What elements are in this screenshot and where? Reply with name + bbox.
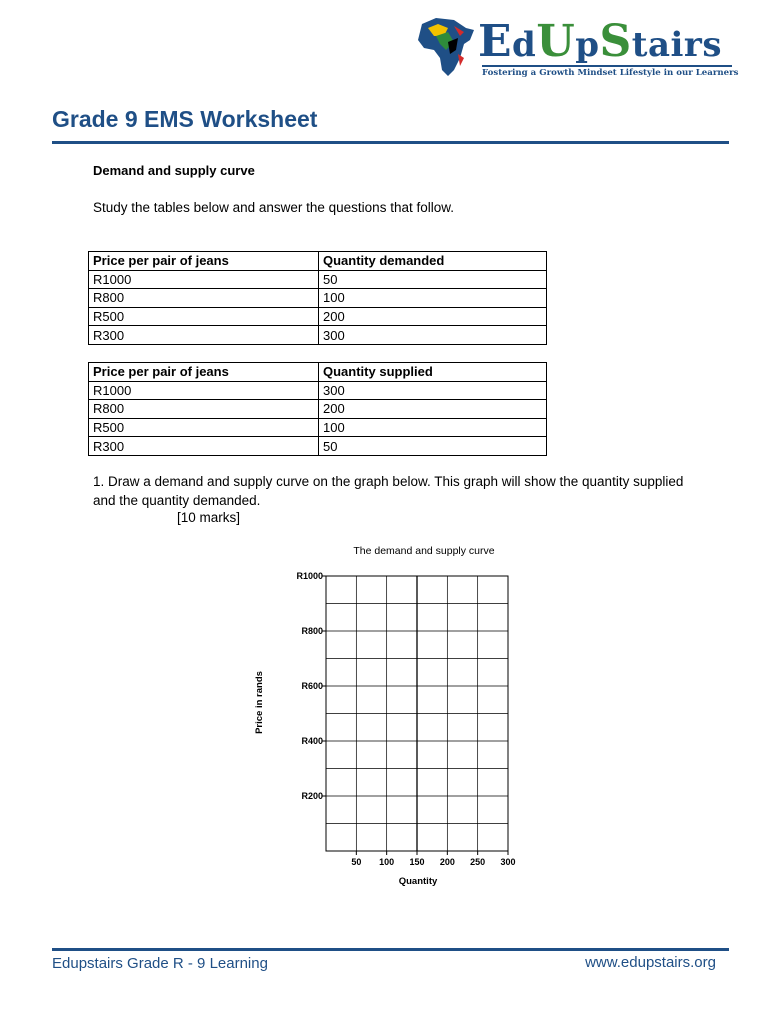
logo-tagline: Fostering a Growth Mindset Lifestyle in our Learners <box>482 65 732 78</box>
title-divider <box>52 141 729 144</box>
y-tick-label: R1000 <box>296 571 323 581</box>
table-cell: R500 <box>89 418 319 437</box>
logo-wordmark <box>478 16 722 67</box>
marks-label: [10 marks] <box>177 510 241 525</box>
table-cell: R800 <box>89 289 319 308</box>
page-title: Grade 9 EMS Worksheet <box>52 106 318 132</box>
table-header-cell: Price per pair of jeans <box>89 252 319 271</box>
graph-grid <box>326 576 508 851</box>
table-row <box>89 418 547 437</box>
demand-supply-graph <box>248 540 528 895</box>
y-tick-label: R200 <box>301 791 323 801</box>
footer-divider <box>52 948 729 951</box>
logo-letters-d: d <box>512 25 537 65</box>
x-tick-label: 200 <box>439 857 455 867</box>
y-axis-label: Price in rands <box>254 671 265 734</box>
x-tick-label: 100 <box>379 857 395 867</box>
question-text: 1. Draw a demand and supply curve on the graph below. This graph will show the quantity supplied and the quantity demanded. <box>93 474 684 508</box>
supply-table <box>88 362 547 456</box>
logo-letter-p: p <box>575 25 600 65</box>
table-header-row <box>89 252 547 271</box>
table-cell: 100 <box>319 418 547 437</box>
chart-title: The demand and supply curve <box>353 545 495 557</box>
footer-left-text: Edupstairs Grade R - 9 Learning <box>52 955 268 972</box>
table-row <box>89 326 547 345</box>
logo-letter-e: E <box>478 16 513 67</box>
table-header-cell: Price per pair of jeans <box>89 363 319 382</box>
table-cell: 200 <box>319 307 547 326</box>
table-row <box>89 270 547 289</box>
africa-map-icon <box>414 14 480 82</box>
table-cell: 50 <box>319 437 547 456</box>
demand-table <box>88 251 547 345</box>
edupstairs-logo <box>414 14 739 82</box>
table-header-cell: Quantity demanded <box>319 252 547 271</box>
table-header-cell: Quantity supplied <box>319 363 547 382</box>
table-cell: R1000 <box>89 270 319 289</box>
x-tick-label: 250 <box>470 857 486 867</box>
table-row <box>89 289 547 308</box>
table-cell: R300 <box>89 326 319 345</box>
table-cell: R1000 <box>89 381 319 400</box>
logo-letter-s: S <box>599 16 632 67</box>
table-cell: R800 <box>89 400 319 419</box>
table-row <box>89 400 547 419</box>
table-row <box>89 307 547 326</box>
table-row <box>89 381 547 400</box>
table-cell: 100 <box>319 289 547 308</box>
y-tick-label: R600 <box>301 681 323 691</box>
table-header-row <box>89 363 547 382</box>
logo-letters-tairs: tairs <box>631 25 722 65</box>
table-cell: 300 <box>319 381 547 400</box>
table-cell: 50 <box>319 270 547 289</box>
table-cell: 300 <box>319 326 547 345</box>
x-tick-label: 150 <box>409 857 425 867</box>
y-tick-label: R800 <box>301 626 323 636</box>
logo-letter-u: U <box>536 16 576 67</box>
footer-website-link[interactable]: www.edupstairs.org <box>585 954 716 971</box>
instruction-text: Study the tables below and answer the questions that follow. <box>93 200 454 215</box>
graph-ticks <box>296 571 515 867</box>
x-axis-label: Quantity <box>398 876 438 887</box>
x-tick-label: 300 <box>500 857 516 867</box>
x-tick-label: 50 <box>351 857 362 867</box>
table-cell: R300 <box>89 437 319 456</box>
y-tick-label: R400 <box>301 736 323 746</box>
table-row <box>89 437 547 456</box>
table-cell: 200 <box>319 400 547 419</box>
table-cell: R500 <box>89 307 319 326</box>
section-heading: Demand and supply curve <box>93 163 255 178</box>
